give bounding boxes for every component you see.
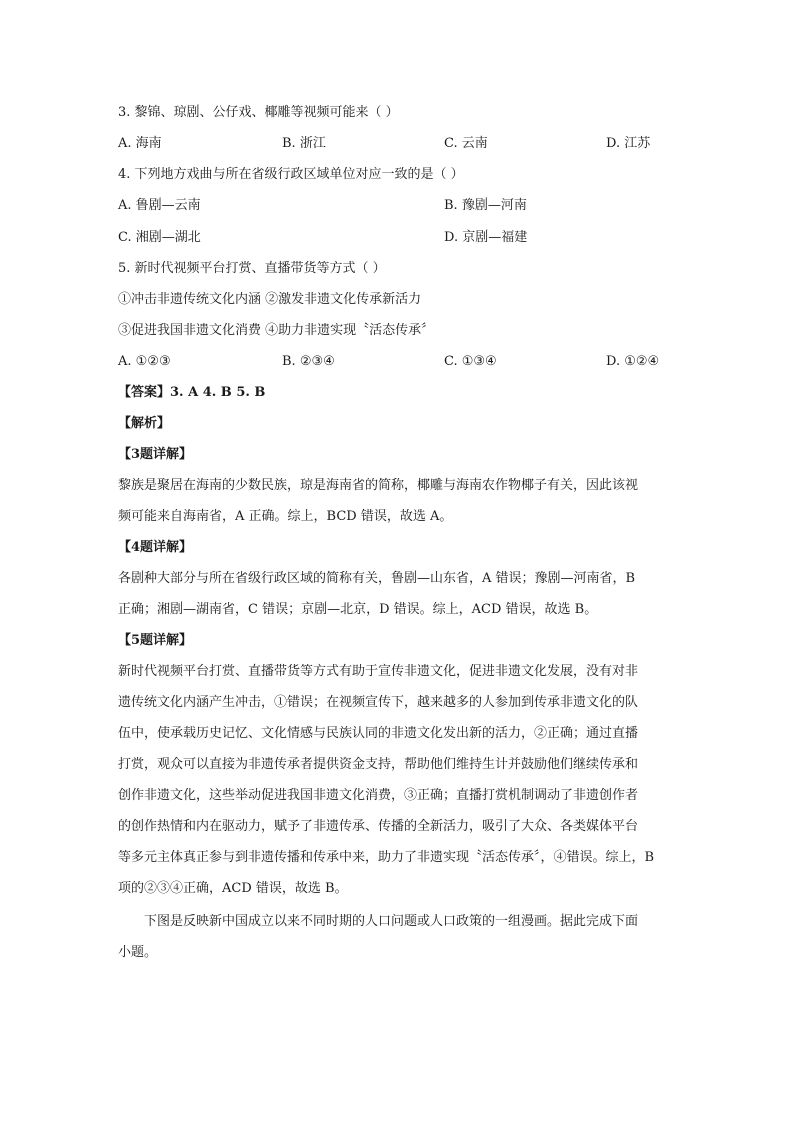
q4-option-b: B. 豫剧—河南 <box>444 198 527 213</box>
q5-option-b: B. ②③④ <box>282 354 335 369</box>
question-5-stem: 5. 新时代视频平台打赏、直播带货等方式（ ） <box>118 261 386 276</box>
question-4-stem: 4. 下列地方戏曲与所在省级行政区域单位对应一致的是（ ） <box>118 167 464 182</box>
next-group-intro: 小题。 <box>118 945 158 960</box>
detail-5-line: 的创作热情和内在驱动力，赋予了非遗传承、传播的全新活力，吸引了大众、各类媒体平台 <box>118 819 639 834</box>
detail-3-heading: 【3题详解】 <box>118 447 193 462</box>
next-group-intro: 下图是反映新中国成立以来不同时期的人口问题或人口政策的一组漫画。据此完成下面 <box>144 914 639 929</box>
detail-5-line: 遗传统文化内涵产生冲击，①错误；在视频宣传下，越来越多的人参加到传承非遗文化的队 <box>118 695 639 710</box>
detail-3-line: 频可能来自海南省，A 正确。综上，BCD 错误，故选 A。 <box>118 509 453 524</box>
q4-option-d: D. 京剧—福建 <box>444 230 528 245</box>
detail-4-line: 各剧种大部分与所在省级行政区域的简称有关，鲁剧—山东省，A 错误；豫剧—河南省，B <box>118 571 636 586</box>
q5-option-a: A. ①②③ <box>118 354 171 369</box>
q4-option-a: A. 鲁剧—云南 <box>118 198 201 213</box>
q5-option-d: D. ①②④ <box>606 354 660 369</box>
q3-option-a: A. 海南 <box>118 136 162 151</box>
q3-option-c: C. 云南 <box>444 136 488 151</box>
detail-4-heading: 【4题详解】 <box>118 540 193 555</box>
detail-5-heading: 【5题详解】 <box>118 633 193 648</box>
detail-5-line: 等多元主体真正参与到非遗传播和传承中来，助力了非遗实现〝活态传承〞，④错误。综上，B <box>118 850 655 865</box>
detail-5-line: 伍中，使承载历史记忆、文化情感与民族认同的非遗文化发出新的活力，②正确；通过直播 <box>118 726 639 741</box>
detail-5-line: 创作非遗文化，这些举动促进我国非遗文化消费，③正确；直播打赏机制调动了非遗创作者 <box>118 788 639 803</box>
q3-option-b: B. 浙江 <box>282 136 326 151</box>
q5-statements-1-2: ①冲击非遗传统文化内涵 ②激发非遗文化传承新活力 <box>118 292 422 307</box>
q4-option-c: C. 湘剧—湖北 <box>118 230 201 245</box>
answer-line: 【答案】3. A 4. B 5. B <box>118 385 266 400</box>
question-3-stem: 3. 黎锦、琼剧、公仔戏、椰雕等视频可能来（ ） <box>118 105 399 120</box>
detail-5-line: 打赏，观众可以直接为非遗传承者提供资金支持，帮助他们维持生计并鼓励他们继续传承和 <box>118 757 639 772</box>
detail-5-line: 新时代视频平台打赏、直播带货等方式有助于宣传非遗文化，促进非遗文化发展，没有对非 <box>118 664 639 679</box>
q5-statements-3-4: ③促进我国非遗文化消费 ④助力非遗实现〝活态传承〞 <box>118 323 435 338</box>
analysis-heading: 【解析】 <box>118 416 171 431</box>
detail-4-line: 正确；湘剧—湖南省，C 错误；京剧—北京，D 错误。综上，ACD 错误，故选 B。 <box>118 602 598 617</box>
detail-3-line: 黎族是聚居在海南的少数民族，琼是海南省的简称，椰雕与海南农作物椰子有关，因此该视 <box>118 478 639 493</box>
q3-option-d: D. 江苏 <box>606 136 651 151</box>
detail-5-line: 项的②③④正确，ACD 错误，故选 B。 <box>118 881 348 896</box>
q5-option-c: C. ①③④ <box>444 354 497 369</box>
